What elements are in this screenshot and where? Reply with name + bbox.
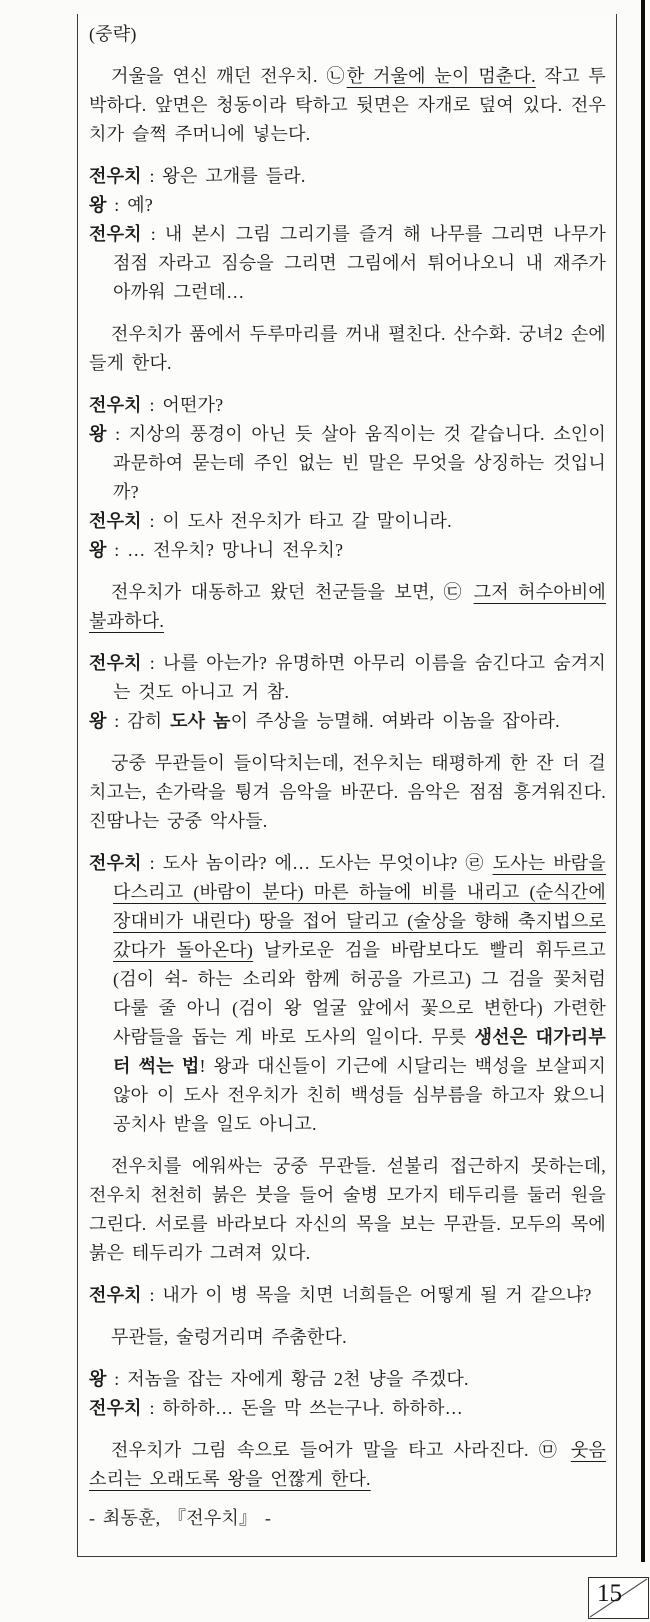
dialogue-line: 왕 : 감히 도사 놈이 주상을 능멸해. 여봐라 이놈을 잡아라. — [89, 711, 560, 731]
speaker-name: 전우치 — [89, 511, 142, 531]
dialogue-line: 왕 : … 전우치? 망나니 전우치? — [89, 540, 344, 560]
circled-letter-mark: ㉢ — [443, 582, 464, 602]
speaker-name: 왕 — [89, 1369, 107, 1389]
stage-direction: 궁중 무관들이 들이닥치는데, 전우치는 태평하게 한 잔 더 걸치고는, 손가락을 튕겨 음악을 바꾼다. 음악은 점점 흥겨워진다. 진땀나는 궁중 악사들. — [89, 753, 606, 831]
dialogue-line: 전우치 : 내 본시 그림 그리기를 즐겨 해 나무를 그리면 나무가 점점 자라고 짐승을 그리면 그림에서 튀어나오니 내 재주가 아까워 그런데… — [89, 224, 606, 302]
speaker-name: 전우치 — [89, 853, 142, 873]
speaker-name: 왕 — [89, 540, 107, 560]
speaker-name: 왕 — [89, 195, 107, 215]
passage-box — [77, 14, 617, 1557]
speaker-name: 전우치 — [89, 224, 142, 244]
dialogue-line: 전우치 : 나를 아는가? 유명하면 아무리 이름을 숨긴다고 숨겨지는 것도 아니고 거 참. — [89, 653, 606, 702]
page-number: 15 — [597, 1580, 622, 1607]
stage-direction: 무관들, 술렁거리며 주춤한다. — [111, 1327, 347, 1347]
speaker-name: 전우치 — [89, 166, 142, 186]
speaker-name: 전우치 — [89, 653, 142, 673]
speaker-name: 전우치 — [89, 1285, 142, 1305]
speaker-name: 전우치 — [89, 395, 142, 415]
dialogue-line: 왕 : 저놈을 잡는 자에게 황금 2천 냥을 주겠다. — [89, 1369, 469, 1389]
dialogue-line: 왕 : 지상의 풍경이 아닌 듯 살아 움직이는 것 같습니다. 소인이 과문하여 묻는데 주인 없는 빈 말은 무엇을 상징하는 것입니까? — [89, 424, 606, 502]
speaker-name: 왕 — [89, 711, 107, 731]
dialogue-line: 전우치 : 이 도사 전우치가 타고 갈 말이니라. — [89, 511, 452, 531]
stage-direction: 전우치가 대동하고 왔던 천군들을 보면, ㉢ 그저 허수아비에 불과하다. — [89, 582, 607, 631]
dialogue-line: 전우치 : 왕은 고개를 들라. — [89, 166, 306, 186]
stage-direction: 전우치가 그림 속으로 들어가 말을 타고 사라진다. ㉤ 웃음 소리는 오래도록 왕을 언짢게 한다. — [89, 1440, 607, 1489]
speaker-name: 왕 — [89, 424, 107, 444]
dialogue-line: 전우치 : 어떤가? — [89, 395, 224, 415]
stage-direction: 거울을 연신 깨던 전우치. ㉡한 거울에 눈이 멈춘다. 작고 투박하다. 앞면은 청동이라 탁하고 뒷면은 자개로 덮여 있다. 전우치가 슬쩍 주머니에 넣는다. — [89, 66, 606, 144]
speaker-name: 전우치 — [89, 1398, 142, 1418]
omission-marker: (중략) — [89, 24, 137, 44]
dialogue-line: 왕 : 예? — [89, 195, 153, 215]
attribution: - 최동훈, 『전우치』 - — [89, 1508, 272, 1528]
dialogue-line: 전우치 : 하하하… 돈을 막 쓰는구나. 하하하… — [89, 1398, 463, 1418]
stage-direction: 전우치가 품에서 두루마리를 꺼내 펼친다. 산수화. 궁녀2 손에 들게 한다. — [89, 324, 606, 373]
dialogue-line: 전우치 : 도사 놈이라? 에… 도사는 무엇이냐? ㉣ 도사는 바람을 다스리고 (바람이 분다) 마른 하늘에 비를 내리고 (순식간에 장대비가 내린다) 땅을 접어 달리고 (술상을 향해 축지법으로 갔다가 돌아온다) 날카로운 검을 바람보다도 빨리 휘두르고 (검이 쉭- 하는 소리와 함께 허공을 가르고) 그 검을 꽃처럼 다룰 줄 아니 (검이 왕 얼굴 앞에서 꽃으로 변한다) 가련한 사람들을 돕는 게 바로 도사의 일이다. 무릇 생선은 대가리부터 썩는 법! 왕과 대신들이 기근에 시달리는 백성을 보살피지 않아 이 도사 전우치가 친히 백성들 심부름을 하고자 왔으니 공치사 받을 일도 아니고. — [89, 853, 606, 1134]
column-divider-line — [641, 0, 645, 1562]
circled-letter-mark: ㉤ — [538, 1440, 560, 1460]
dialogue-line: 전우치 : 내가 이 병 목을 치면 너희들은 어떻게 될 거 같으냐? — [89, 1285, 592, 1305]
circled-letter-mark: ㉡ — [326, 66, 346, 86]
passage-body — [89, 20, 606, 1494]
page-number-box — [588, 1577, 649, 1619]
circled-letter-mark: ㉣ — [465, 853, 484, 873]
stage-direction: 전우치를 에워싸는 궁중 무관들. 섣불리 접근하지 못하는데, 전우치 천천히 붉은 붓을 들어 술병 모가지 테두리를 둘러 원을 그린다. 서로를 바라보다 자신의 목을 보는 무관들. 모두의 목에 붉은 테두리가 그려져 있다. — [89, 1156, 606, 1263]
